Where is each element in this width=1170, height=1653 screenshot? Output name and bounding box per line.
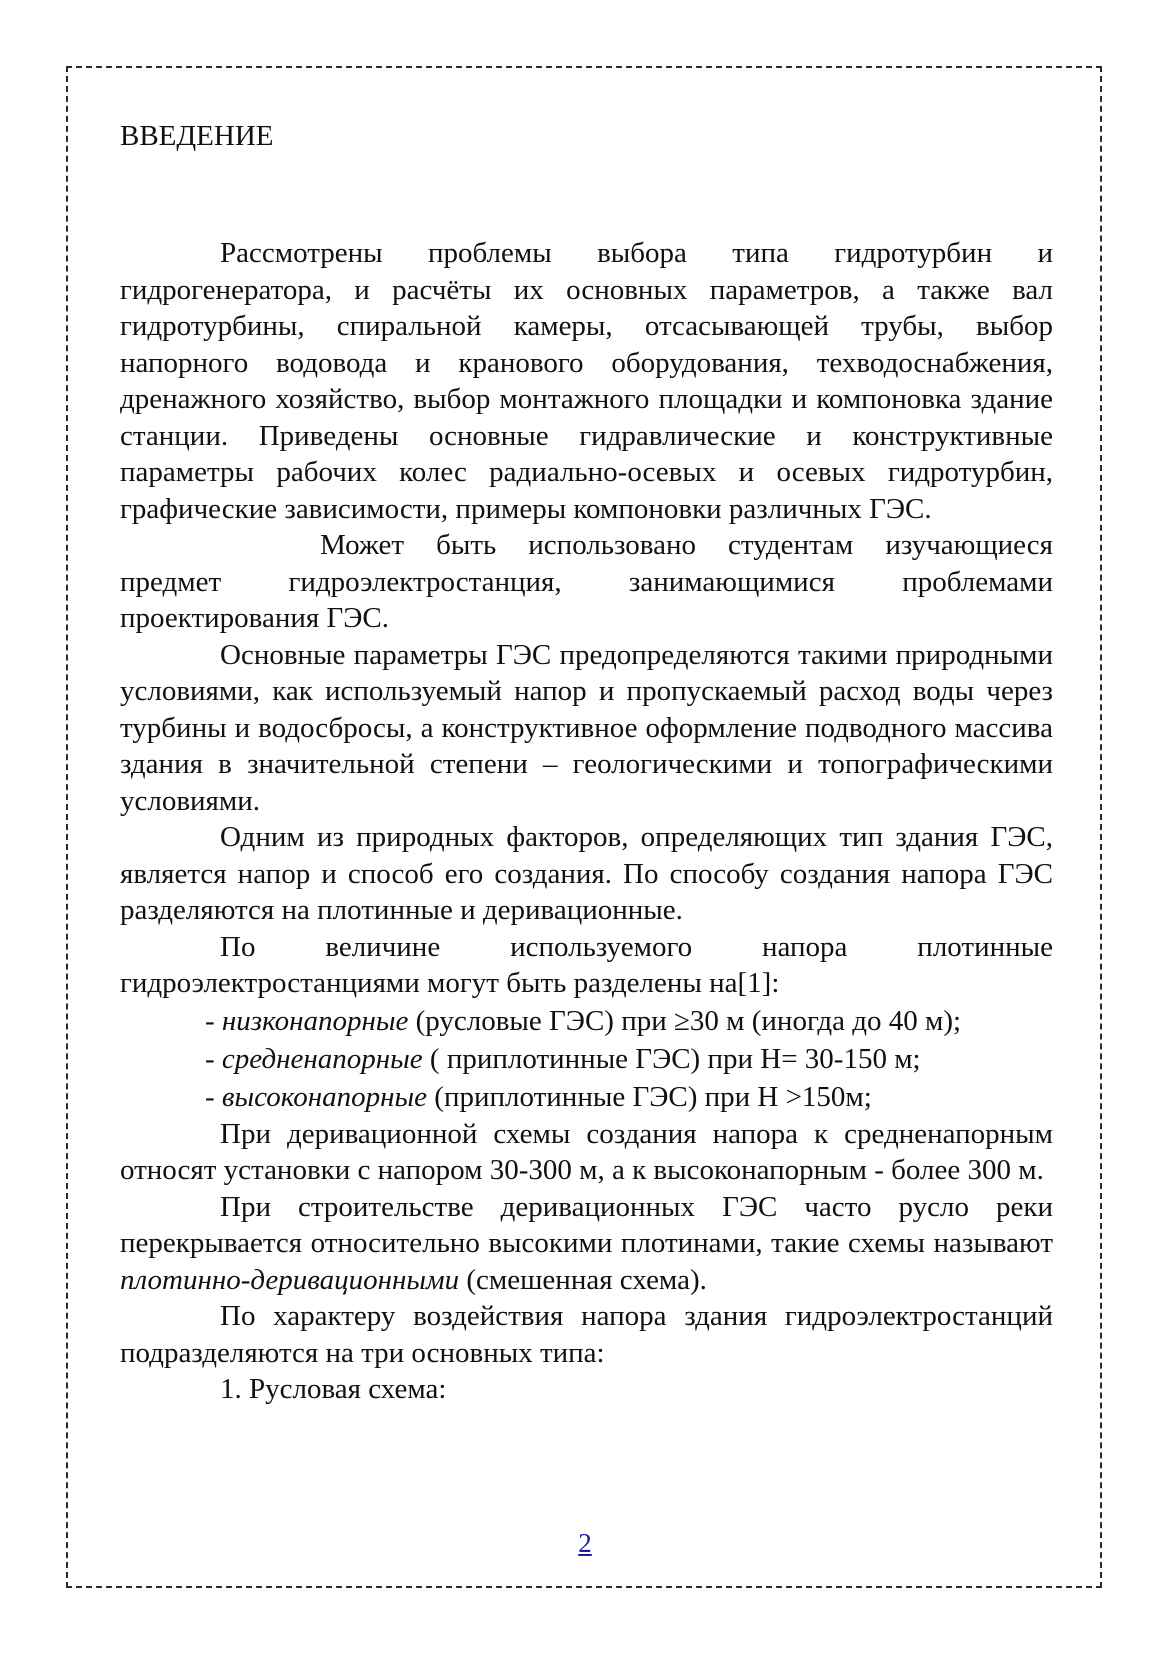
list-dash: - xyxy=(205,1042,222,1075)
paragraph-7-tail: (смешенная схема). xyxy=(459,1263,707,1296)
list-term: низконапорные xyxy=(221,1004,409,1037)
paragraph-1: Рассмотрены проблемы выбора типа гидротурбин и гидрогенератора, и расчёты их основных параметров, а также вал гидротурбины, спиральной камеры, отсасывающей трубы, выбор напорного водовода и кранового оборудования, техводоснабжения, дренажного хозяйство, выбор монтажного площадки и компоновка здание станции. Приведены основные гидравлические и конструктивные параметры рабочих колес радиально-осевых и осевых гидротурбин, графические зависимости, примеры компоновки различных ГЭС. xyxy=(120,237,1053,525)
list-item xyxy=(120,1078,1053,1116)
page-number-link[interactable]: 2 xyxy=(578,1528,592,1558)
document-body xyxy=(120,110,1053,1408)
list-text: ( приплотинные ГЭС) при Н= 30-150 м; xyxy=(422,1042,921,1075)
section-heading: ВВЕДЕНИЕ xyxy=(120,120,274,152)
list-dash: - xyxy=(205,1080,222,1113)
list-text: (приплотинные ГЭС) при Н >150м; xyxy=(427,1080,872,1113)
paragraph-7-italic: плотинно-деривационными xyxy=(120,1263,460,1296)
paragraph-2: Может быть использовано студентам изучающиеся предмет гидроэлектростанция, занимающимися проблемами проектирования ГЭС. xyxy=(120,529,1053,634)
numbered-item: 1. Русловая схема: xyxy=(220,1373,447,1405)
list-item xyxy=(120,1002,1053,1040)
list-term: высоконапорные xyxy=(221,1080,428,1113)
paragraph-6: При деривационной схемы создания напора к средненапорным относят установки с напором 30-300 м, а к высоконапорным - более 300 м. xyxy=(120,1117,1053,1186)
paragraph-4: Одним из природных факторов, определяющих тип здания ГЭС, является напор и способ его создания. По способу создания напора ГЭС разделяются на плотинные и деривационные. xyxy=(120,821,1053,926)
paragraph-7 xyxy=(120,1189,1053,1299)
paragraph-3: Основные параметры ГЭС предопределяются такими природными условиями, как используемый напор и пропускаемый расход воды через турбины и водосбросы, а конструктивное оформление подводного массива здания в значительной степени – геологическими и топографическими условиями. xyxy=(120,638,1053,817)
list-term: средненапорные xyxy=(221,1042,423,1075)
paragraph-7-text: При строительстве деривационных ГЭС часто русло реки перекрывается относительно высокими плотинами, такие схемы называют xyxy=(120,1190,1053,1259)
list-text: (русловые ГЭС) при ≥30 м (иногда до 40 м); xyxy=(408,1004,962,1037)
paragraph-8: По характеру воздействия напора здания гидроэлектростанций подразделяются на три основных типа: xyxy=(120,1300,1053,1369)
paragraph-5: По величине используемого напора плотинные гидроэлектростанциями могут быть разделены на[1]: xyxy=(120,930,1053,999)
list-dash: - xyxy=(205,1004,222,1037)
list-item xyxy=(120,1040,1053,1078)
